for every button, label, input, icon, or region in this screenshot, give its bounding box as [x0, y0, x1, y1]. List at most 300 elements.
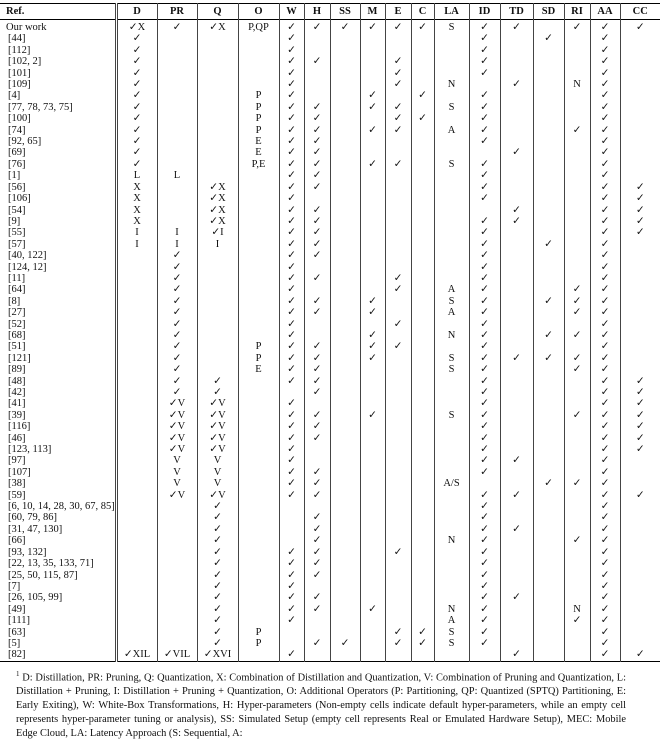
ref-cell: [49] — [8, 603, 26, 615]
cell-ss: ✓ — [330, 638, 360, 649]
cell-aa: ✓ — [590, 592, 620, 603]
cell-c — [411, 79, 434, 90]
cell-aa: ✓ — [590, 433, 620, 444]
cell-ss — [330, 387, 360, 398]
cell-w: ✓ — [279, 205, 304, 216]
cell-o: E — [238, 147, 279, 158]
cell-m — [360, 615, 385, 626]
cell-la — [434, 547, 469, 558]
cell-ri: ✓ — [564, 410, 590, 421]
cell-o — [238, 79, 279, 90]
cell-la: N — [434, 79, 469, 90]
cell-sd — [533, 524, 564, 535]
cell-w: ✓ — [279, 250, 304, 261]
cell-pr: I — [157, 239, 197, 250]
cell-q — [197, 90, 238, 101]
cell-e: ✓ — [385, 627, 411, 638]
cell-q: ✓V — [197, 410, 238, 421]
cell-d: X — [116, 216, 157, 227]
cell-td — [500, 398, 533, 409]
cell-ss — [330, 56, 360, 67]
cell-m — [360, 227, 385, 238]
cell-aa: ✓ — [590, 33, 620, 44]
cell-m — [360, 262, 385, 273]
cell-c — [411, 284, 434, 295]
cell-aa: ✓ — [590, 79, 620, 90]
cell-m — [360, 284, 385, 295]
cell-w: ✓ — [279, 490, 304, 501]
cell-ri — [564, 216, 590, 227]
table-row — [0, 147, 660, 158]
cell-h: ✓ — [304, 113, 330, 124]
column-header-h: H — [304, 4, 330, 20]
cell-sd — [533, 581, 564, 592]
cell-m — [360, 421, 385, 432]
cell-q: ✓ — [197, 512, 238, 523]
cell-m — [360, 319, 385, 330]
cell-id: ✓ — [469, 319, 500, 330]
cell-o — [238, 467, 279, 478]
cell-pr: ✓ — [157, 284, 197, 295]
cell-sd — [533, 170, 564, 181]
cell-e — [385, 604, 411, 615]
cell-m: ✓ — [360, 410, 385, 421]
cell-la — [434, 205, 469, 216]
cell-o — [238, 558, 279, 569]
cell-m — [360, 68, 385, 79]
cell-m — [360, 512, 385, 523]
cell-cc — [620, 296, 660, 307]
cell-w — [279, 524, 304, 535]
cell-d: ✓ — [116, 56, 157, 67]
cell-ss — [330, 524, 360, 535]
cell-aa: ✓ — [590, 250, 620, 261]
cell-h: ✓ — [304, 56, 330, 67]
cell-aa: ✓ — [590, 364, 620, 375]
cell-pr — [157, 547, 197, 558]
cell-id: ✓ — [469, 284, 500, 295]
cell-h: ✓ — [304, 20, 330, 34]
cell-aa: ✓ — [590, 182, 620, 193]
cell-ss — [330, 535, 360, 546]
cell-sd: ✓ — [533, 478, 564, 489]
cell-td: ✓ — [500, 649, 533, 661]
cell-id: ✓ — [469, 433, 500, 444]
cell-cc — [620, 341, 660, 352]
cell-id: ✓ — [469, 512, 500, 523]
cell-q: ✓ — [197, 615, 238, 626]
cell-ri — [564, 649, 590, 661]
table-row — [0, 444, 660, 455]
cell-h: ✓ — [304, 147, 330, 158]
cell-aa: ✓ — [590, 273, 620, 284]
cell-m — [360, 205, 385, 216]
cell-o: P — [238, 627, 279, 638]
cell-la — [434, 136, 469, 147]
cell-m — [360, 136, 385, 147]
cell-ri — [564, 205, 590, 216]
cell-cc: ✓ — [620, 490, 660, 501]
cell-aa: ✓ — [590, 147, 620, 158]
cell-ss — [330, 193, 360, 204]
cell-h — [304, 90, 330, 101]
cell-o: P — [238, 638, 279, 649]
cell-m — [360, 535, 385, 546]
cell-c — [411, 239, 434, 250]
cell-ri — [564, 68, 590, 79]
cell-e — [385, 592, 411, 603]
cell-m — [360, 56, 385, 67]
cell-q — [197, 170, 238, 181]
cell-o — [238, 444, 279, 455]
cell-cc — [620, 604, 660, 615]
cell-id: ✓ — [469, 398, 500, 409]
cell-d — [116, 615, 157, 626]
cell-h: ✓ — [304, 125, 330, 136]
cell-aa: ✓ — [590, 45, 620, 56]
cell-id: ✓ — [469, 56, 500, 67]
cell-c — [411, 592, 434, 603]
cell-la — [434, 558, 469, 569]
cell-c — [411, 581, 434, 592]
cell-o: P — [238, 90, 279, 101]
ref-cell: [8] — [8, 295, 21, 307]
cell-aa: ✓ — [590, 490, 620, 501]
cell-h: ✓ — [304, 490, 330, 501]
cell-td — [500, 159, 533, 170]
cell-o — [238, 524, 279, 535]
cell-sd — [533, 136, 564, 147]
cell-w: ✓ — [279, 284, 304, 295]
cell-q: ✓V — [197, 421, 238, 432]
cell-cc: ✓ — [620, 227, 660, 238]
cell-e — [385, 136, 411, 147]
cell-sd — [533, 307, 564, 318]
cell-m: ✓ — [360, 341, 385, 352]
cell-c — [411, 501, 434, 512]
cell-ri — [564, 33, 590, 44]
table-row — [0, 193, 660, 204]
cell-h: ✓ — [304, 239, 330, 250]
cell-ss — [330, 113, 360, 124]
cell-ri — [564, 319, 590, 330]
column-header-e: E — [385, 4, 411, 20]
cell-o — [238, 376, 279, 387]
table-row — [0, 398, 660, 409]
cell-cc — [620, 307, 660, 318]
cell-q — [197, 33, 238, 44]
cell-ri — [564, 136, 590, 147]
cell-w: ✓ — [279, 307, 304, 318]
cell-m: ✓ — [360, 90, 385, 101]
cell-ss — [330, 216, 360, 227]
cell-q — [197, 159, 238, 170]
cell-m: ✓ — [360, 125, 385, 136]
cell-d — [116, 490, 157, 501]
cell-id: ✓ — [469, 125, 500, 136]
cell-td — [500, 33, 533, 44]
cell-q — [197, 353, 238, 364]
cell-h: ✓ — [304, 410, 330, 421]
cell-c — [411, 410, 434, 421]
cell-id: ✓ — [469, 307, 500, 318]
ref-cell: [46] — [8, 432, 26, 444]
cell-m — [360, 376, 385, 387]
cell-e — [385, 581, 411, 592]
cell-id: ✓ — [469, 455, 500, 466]
cell-h: ✓ — [304, 547, 330, 558]
cell-w: ✓ — [279, 592, 304, 603]
cell-la — [434, 490, 469, 501]
table-row — [0, 490, 660, 501]
cell-id: ✓ — [469, 262, 500, 273]
cell-o — [238, 205, 279, 216]
cell-e: ✓ — [385, 79, 411, 90]
cell-o: P — [238, 353, 279, 364]
comparison-table-container — [0, 3, 660, 662]
cell-pr: ✓V — [157, 410, 197, 421]
cell-h: ✓ — [304, 592, 330, 603]
cell-ss — [330, 284, 360, 295]
cell-cc — [620, 547, 660, 558]
ref-cell: [40, 122] — [8, 250, 47, 262]
cell-d — [116, 376, 157, 387]
cell-c — [411, 512, 434, 523]
cell-m — [360, 273, 385, 284]
cell-m — [360, 581, 385, 592]
cell-aa: ✓ — [590, 56, 620, 67]
cell-c — [411, 330, 434, 341]
cell-w: ✓ — [279, 20, 304, 34]
table-row — [0, 45, 660, 56]
cell-la — [434, 467, 469, 478]
cell-la — [434, 501, 469, 512]
cell-d — [116, 364, 157, 375]
cell-o — [238, 284, 279, 295]
cell-sd — [533, 20, 564, 34]
cell-cc — [620, 147, 660, 158]
cell-m: ✓ — [360, 296, 385, 307]
cell-ri — [564, 387, 590, 398]
cell-m — [360, 490, 385, 501]
cell-aa: ✓ — [590, 341, 620, 352]
cell-pr — [157, 592, 197, 603]
ref-cell: [116] — [8, 421, 31, 433]
cell-w: ✓ — [279, 182, 304, 193]
cell-m — [360, 455, 385, 466]
cell-ri: ✓ — [564, 20, 590, 34]
cell-w: ✓ — [279, 45, 304, 56]
column-header-ri: RI — [564, 4, 590, 20]
cell-d — [116, 398, 157, 409]
cell-sd — [533, 535, 564, 546]
cell-o — [238, 250, 279, 261]
cell-td: ✓ — [500, 592, 533, 603]
cell-td: ✓ — [500, 205, 533, 216]
cell-d: ✓ — [116, 147, 157, 158]
cell-pr — [157, 113, 197, 124]
cell-o: P — [238, 125, 279, 136]
ref-cell: [63] — [8, 626, 26, 638]
cell-sd — [533, 113, 564, 124]
cell-sd — [533, 387, 564, 398]
cell-la — [434, 398, 469, 409]
cell-pr — [157, 604, 197, 615]
cell-ss — [330, 90, 360, 101]
cell-h: ✓ — [304, 535, 330, 546]
cell-o — [238, 501, 279, 512]
cell-sd — [533, 455, 564, 466]
cell-pr — [157, 182, 197, 193]
cell-la — [434, 524, 469, 535]
cell-cc: ✓ — [620, 216, 660, 227]
cell-cc — [620, 68, 660, 79]
cell-q — [197, 147, 238, 158]
cell-c — [411, 319, 434, 330]
cell-la — [434, 319, 469, 330]
cell-q: ✓XVI — [197, 649, 238, 661]
cell-ss — [330, 410, 360, 421]
cell-td — [500, 638, 533, 649]
cell-m: ✓ — [360, 102, 385, 113]
cell-c — [411, 467, 434, 478]
cell-h — [304, 45, 330, 56]
cell-q — [197, 68, 238, 79]
ref-cell: [11] — [8, 272, 26, 284]
cell-d: ✓ — [116, 68, 157, 79]
cell-c — [411, 455, 434, 466]
cell-q: ✓ — [197, 592, 238, 603]
cell-o — [238, 239, 279, 250]
cell-q: ✓X — [197, 205, 238, 216]
cell-h: ✓ — [304, 102, 330, 113]
cell-sd — [533, 410, 564, 421]
cell-c — [411, 364, 434, 375]
table-row — [0, 90, 660, 101]
cell-e — [385, 570, 411, 581]
cell-aa: ✓ — [590, 627, 620, 638]
cell-id — [469, 205, 500, 216]
cell-ss — [330, 558, 360, 569]
ref-cell: [69] — [8, 147, 26, 159]
cell-pr: ✓ — [157, 341, 197, 352]
cell-ri — [564, 262, 590, 273]
cell-ss — [330, 581, 360, 592]
cell-ri: N — [564, 79, 590, 90]
cell-cc — [620, 353, 660, 364]
cell-pr — [157, 136, 197, 147]
cell-ss — [330, 125, 360, 136]
cell-w: ✓ — [279, 262, 304, 273]
cell-la — [434, 45, 469, 56]
cell-sd — [533, 68, 564, 79]
cell-ri — [564, 398, 590, 409]
cell-q: ✓X — [197, 20, 238, 34]
cell-w — [279, 387, 304, 398]
cell-m — [360, 182, 385, 193]
cell-h: ✓ — [304, 307, 330, 318]
cell-id — [469, 147, 500, 158]
cell-o: P,E — [238, 159, 279, 170]
cell-pr: L — [157, 170, 197, 181]
cell-e: ✓ — [385, 125, 411, 136]
cell-w: ✓ — [279, 649, 304, 661]
cell-td — [500, 227, 533, 238]
cell-la — [434, 90, 469, 101]
cell-cc — [620, 615, 660, 626]
cell-ri: ✓ — [564, 307, 590, 318]
cell-cc — [620, 113, 660, 124]
cell-q — [197, 284, 238, 295]
table-body — [0, 20, 660, 662]
cell-aa: ✓ — [590, 444, 620, 455]
cell-h: ✓ — [304, 478, 330, 489]
cell-d: ✓ — [116, 102, 157, 113]
cell-o — [238, 296, 279, 307]
cell-w: ✓ — [279, 113, 304, 124]
cell-aa: ✓ — [590, 638, 620, 649]
table-row — [0, 319, 660, 330]
ref-cell: [64] — [8, 284, 26, 296]
cell-d: ✓ — [116, 33, 157, 44]
ref-cell: [89] — [8, 364, 26, 376]
cell-e — [385, 147, 411, 158]
cell-e — [385, 296, 411, 307]
cell-cc: ✓ — [620, 182, 660, 193]
cell-c — [411, 478, 434, 489]
cell-cc — [620, 284, 660, 295]
cell-la — [434, 68, 469, 79]
cell-m — [360, 398, 385, 409]
cell-ss — [330, 444, 360, 455]
cell-ri — [564, 90, 590, 101]
cell-h — [304, 444, 330, 455]
cell-q: ✓V — [197, 490, 238, 501]
cell-q — [197, 262, 238, 273]
cell-ri — [564, 501, 590, 512]
cell-la: A — [434, 125, 469, 136]
cell-sd — [533, 570, 564, 581]
cell-o — [238, 330, 279, 341]
cell-o: E — [238, 364, 279, 375]
cell-pr — [157, 45, 197, 56]
cell-td — [500, 102, 533, 113]
cell-w: ✓ — [279, 615, 304, 626]
cell-q: ✓ — [197, 627, 238, 638]
ref-cell: [5] — [8, 637, 21, 649]
ref-cell: [123, 113] — [8, 444, 52, 456]
cell-td — [500, 581, 533, 592]
cell-h — [304, 398, 330, 409]
cell-w: ✓ — [279, 467, 304, 478]
column-header-la: LA — [434, 4, 469, 20]
cell-cc — [620, 512, 660, 523]
cell-aa: ✓ — [590, 547, 620, 558]
cell-cc — [620, 56, 660, 67]
cell-cc — [620, 478, 660, 489]
cell-sd — [533, 216, 564, 227]
cell-aa: ✓ — [590, 501, 620, 512]
cell-id: ✓ — [469, 273, 500, 284]
cell-ri — [564, 421, 590, 432]
cell-w: ✓ — [279, 604, 304, 615]
cell-d — [116, 353, 157, 364]
table-row — [0, 478, 660, 489]
cell-q: V — [197, 478, 238, 489]
cell-aa: ✓ — [590, 421, 620, 432]
cell-id: ✓ — [469, 216, 500, 227]
cell-e: ✓ — [385, 638, 411, 649]
